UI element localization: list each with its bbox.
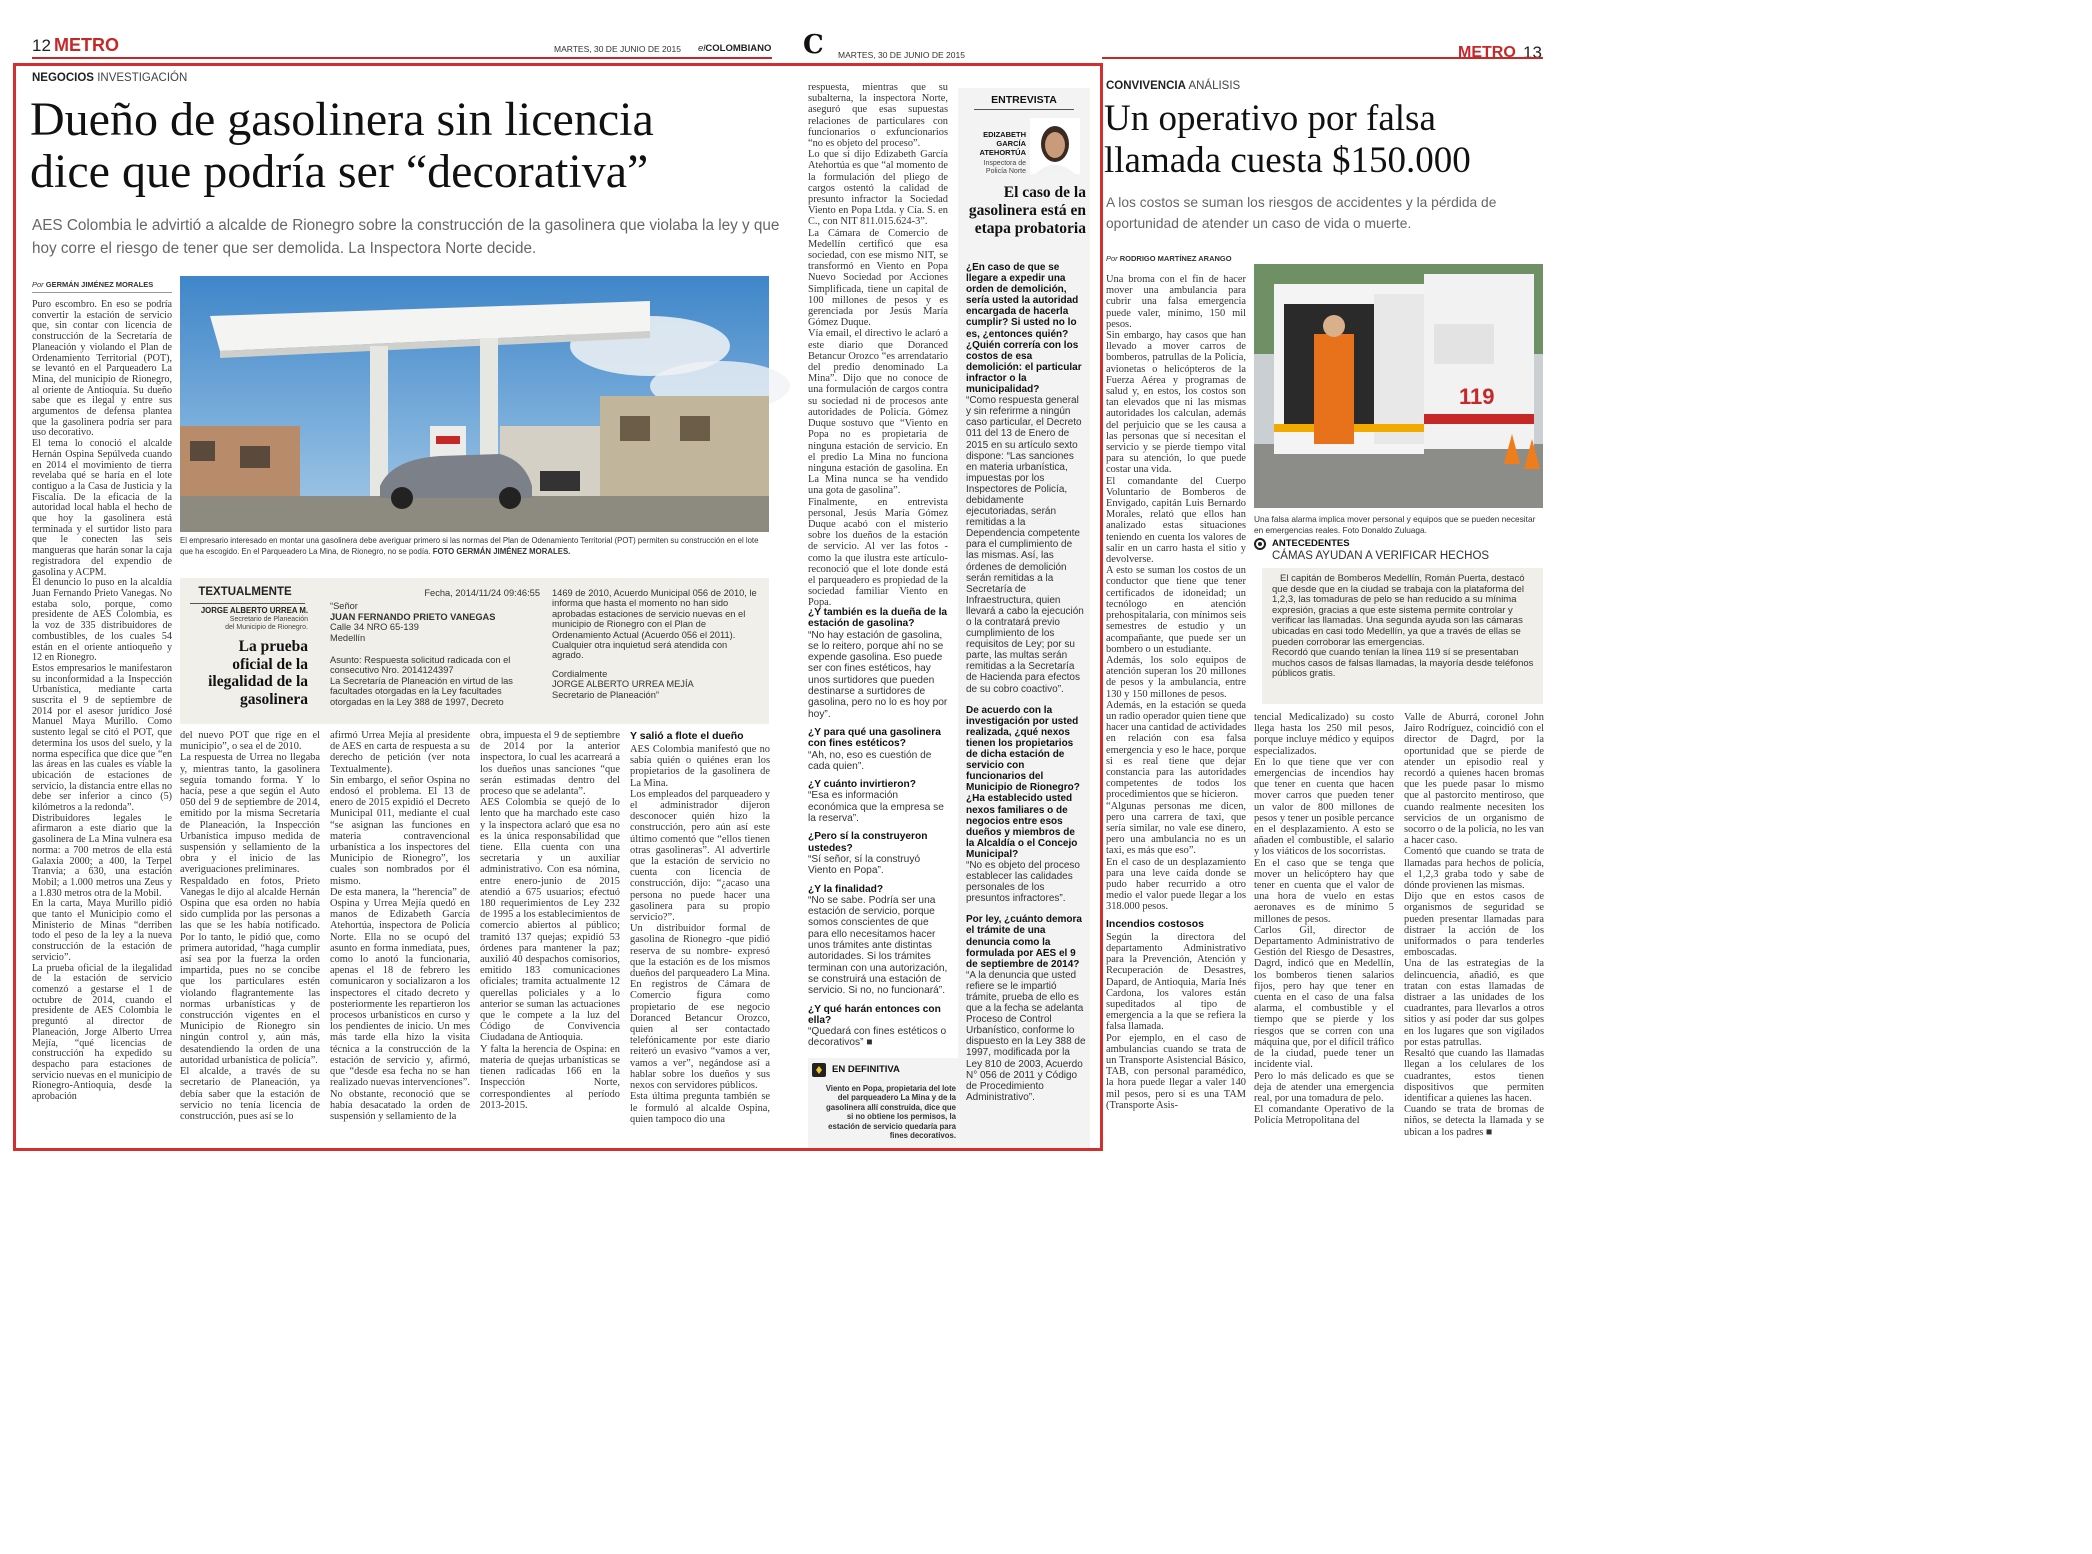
headline-line-1: Dueño de gasolinera sin licencia <box>30 93 654 146</box>
antecedentes-icon <box>1254 538 1266 550</box>
en-definitiva-box <box>808 1058 960 1148</box>
letter-date: Fecha, 2014/11/24 09:46:55 <box>424 588 540 598</box>
antecedentes-tag: ANTECEDENTES <box>1272 538 1350 549</box>
section-name-left: METRO <box>54 35 119 55</box>
letter-signer: JORGE ALBERTO URREA MEJÍA <box>552 679 694 690</box>
byline-name: GERMÁN JIMÉNEZ MORALES <box>45 280 154 289</box>
date-left: MARTES, 30 DE JUNIO DE 2015 <box>554 44 681 54</box>
textualmente-tag-rule <box>190 603 305 604</box>
entrevista-tag: ENTREVISTA <box>991 94 1057 106</box>
entrevista-qa-item <box>966 705 1086 905</box>
letter-address: Calle 34 NRO 65-139 <box>330 622 419 633</box>
kicker-right <box>1106 80 1240 92</box>
qa-answer: “Sí señor, sí la construyó Viento en Popa”. <box>808 853 921 877</box>
brand-left <box>698 43 771 54</box>
entrevista-tag-rule <box>974 109 1074 110</box>
interviewee-photo <box>1030 118 1080 174</box>
kicker-bold: NEGOCIOS <box>32 72 94 84</box>
entrevista-qa-item <box>966 262 1086 695</box>
right-col-2: tencial Medicalizado) su costo llega hasta los 250 mil pesos, porque incluye médico y equipos especializados. En lo que tiene que ver con emergencias de incendios hay que tener en cuenta que hacen mover carros que pueden tener un valor de 800 millones de pesos y tener un posible percance en el desplazamiento. A esto se añaden el combustible, el salario y los viáticos de los socorristas. En el caso que se tenga que mover un helicóptero hay que tener en cuenta que el valor de una hora de vuelo en estas aeronaves es de mínimo 5 millones de pesos. Carlos Gil, director de Departamento Administrativo de Gestión del Riesgo de Desastres, Dagrd, indicó que en Medellín, los bomberos tienen salarios fijos, pero hay que tener en cuenta en el caso de una falsa alarma, el combustible y el tiempo que se pierde y los riesgos que se corren con una máquina que, por el difícil tráfico de la ciudad, puede tener un incidente vial. Pero lo más delicado es que se deja de atender una emergencia real, por una tomadura de pelo. El comandante Operativo de la Policía Metropolitana del <box>1254 712 1394 1127</box>
right-col-1 <box>1106 274 1246 1148</box>
article-col-5 <box>630 730 770 1148</box>
letter-subject: Asunto: Respuesta solicitud radicada con el consecutivo Nro. 2014124397 <box>330 655 511 676</box>
entrevista-answer: “No es objeto del proceso establecer las calidades personales de los presuntos infractores”. <box>966 859 1080 905</box>
letter-city: Medellín <box>330 632 366 643</box>
textualmente-tag: TEXTUALMENTE <box>198 586 292 598</box>
section-name-right: METRO <box>1458 44 1516 61</box>
lede: AES Colombia le advirtió a alcalde de Rionegro sobre la construcción de la gasolinera que violaba la ley y que hoy corre el riesgo de tener que ser demolida. La Inspectora Norte decide. <box>32 217 780 257</box>
en-definitiva-icon <box>812 1063 826 1077</box>
photo-caption-text: El empresario interesado en montar una gasolinera debe averiguar primero si las normas del Plan de Odenamiento Territorial (POT) permiten su construcción en el lote que ha escogido. En el Parqueadero La Mina, de Rionegro, no se podía. <box>180 536 759 556</box>
entrevista-answer: “A la denuncia que usted refiere se le impartió trámite, prueba de ello es que a la fecha se adelanta Proceso de Control Urbanístico, conforme lo dispuesto en la Ley 388 de 1997, modificada por la Ley 810 de 2003, Acuerdo N° 056 de 2011 y Código de Procedimiento Administrativo”. <box>966 969 1086 1103</box>
qa-question: ¿Y qué harán entonces con ella? <box>808 1003 941 1026</box>
headline-line-2: dice que podría ser “decorativa” <box>30 145 649 198</box>
headline <box>30 94 790 198</box>
letter-body-2: 1469 de 2010, Acuerdo Municipal 056 de 2010, le informa que hasta el momento no han sido aprobadas estaciones de servicio nuevas en el municipio de Rionegro con el Plan de Ordenamiento Actual (Acuerdo 056 el 2011). Cualquier otra inquietud será atendida con agrado. <box>552 588 757 661</box>
headline-right-line-1: Un operativo por falsa <box>1104 98 1436 139</box>
textualmente-letter-1 <box>330 588 540 707</box>
letter-signer-role: Secretario de Planeación” <box>552 689 659 700</box>
entrevista-question: ¿En caso de que se llegare a expedir una orden de demolición, sería usted la autoridad encargada de hacerla cumplir? Si usted no lo es, ¿entonces quién? ¿Quién correría con los costos de esa demolición: el particular infractor o la municipalidad? <box>966 262 1082 396</box>
left-page-header <box>32 36 772 58</box>
right-header-rule <box>1102 57 1543 59</box>
kicker <box>32 72 187 84</box>
qa-item <box>808 607 948 720</box>
photo-caption <box>180 536 769 557</box>
qa-answer: “Esa es información económica que la empresa se la reserva”. <box>808 790 944 825</box>
interviewee-role: Inspectora de Policía Norte <box>983 160 1026 176</box>
article-col-3: afirmó Urrea Mejía al presidente de AES en carta de respuesta a su derecho de petición (ver nota Textualmente). Sin embargo, el señor Ospina no endosó el problema. El 13 de enero de 2015 expidió el Decreto Municipal 011, mediante el cual “se asignan las funciones en materia contravencional urbanística a los inspectores del Municipio de Rionegro”, los cuales son nombrados por él mismo. De esta manera, la “herencia” de Ospina y Urrea Mejía quedó en manos de Edizabeth García Atehortúa, inspectora de Policía Norte. Ella no se ocupó del asunto en forma inmediata, pues, como lo anotó la funcionaria, apenas el 18 de febrero les comunicaron y socializaron a los inspectores el citado decreto y posteriormente les repartieron los procesos urbanísticos en curso y los pendientes de inicio. Un mes más tarde ella hizo la visita técnica a la construcción de la estación de servicio y, afirmó, que “desde esa fecha no se han realizado nuevas intervenciones”. No obstante, reconoció que se había desacatado la orden de suspensión y sellamiento de la <box>330 730 470 1122</box>
textualmente-box <box>180 578 769 724</box>
textualmente-author: JORGE ALBERTO URREA M. <box>200 606 308 615</box>
col-5-text: AES Colombia manifestó que no sabía quién o quiénes eran los propietarios de la gasolinera de La Mina. Los empleados del parqueadero y el administrador dijeron desconocer quién hizo la construcción, pero aún así este último comentó que “ellos tienen otras gasolineras”. Al advertirle que la estación de servicio no cuenta con licencia de construcción, dijo: “¿acaso una persona no puede hacer una gasolinera para su propio servicio?”. Un distribuidor formal de gasolina de Rionegro -que pidió reserva de su nombre- expresó que la estación es de los mismos dueños del parqueadero La Mina. En registros de Cámara de Comercio figura como propietario de ese negocio Doranced Betancur Orozco, quien al ser contactado telefónicamente por este diario reiteró un evasivo “vamos a ver, vamos a ver”, negándose así a hablar sobre los dueños y sus nexos con servidores públicos. Esta última pregunta también se le formuló al alcalde Ospina, quien tampoco dio una <box>630 744 770 1125</box>
byline-right-prefix: Por <box>1106 254 1118 263</box>
kicker-right-light: ANÁLISIS <box>1188 80 1241 92</box>
qa-item <box>808 1004 948 1049</box>
qa-question: ¿Y cuánto invirtieron? <box>808 779 916 791</box>
byline-prefix: Por <box>32 280 44 289</box>
kicker-right-bold: CONVIVENCIA <box>1106 80 1186 92</box>
qa-question: ¿Y también es la dueña de la estación de gasolina? <box>808 607 948 630</box>
col-5-subhead: Y salió a flote el dueño <box>630 730 744 742</box>
article-col-6: respuesta, mientras que su subalterna, la inspectora Norte, aseguró que esas supuestas relaciones de particulares con funcionarios o exfuncionarios “no es objeto del proceso”. Lo que sí dijo Edizabeth García Atehortúa es que “al momento de la formulación del pliego de cargos ostentó la calidad de presunto infractor la Sociedad Viento en Popa Ltda. y Cía. S. en C., con NIT 811.015.624-3”. La Cámara de Comercio de Medellín certificó que esa sociedad, con ese mismo NIT, se transformó en Viento en Popa Nuevo Sociedad por Acciones Simplificada, tiene un capital de 100 millones de pesos y es gerenciada por Jesús María Gómez Duque. Vía email, el directivo le aclaró a este diario que Doranced Betancur Orozco “es arrendatario del predio denominado La Mina”. Dijo que no conoce de una formulación de cargos contra su sociedad ni de procesos ante autoridades de Policía. Gómez Duque sostuvo que “Viento en Popa no es propietaria de ninguna estación de servicio. En el predio La Mina no funciona ninguna estación de gasolina. En La Mina nunca se ha vendido una gota de gasolina”. Finalmente, en entrevista personal, Jesús María Gómez Duque acabó con el misterio sobre los dueños de la estación de servicio. Al ver las fotos -como la que ilustra este artículo- reconoció que el lote donde está el parqueadero es propiedad de la sociedad familiar Viento en Popa. <box>808 82 948 609</box>
headline-right-line-2: llamada cuesta $150.000 <box>1104 140 1471 181</box>
right-col-3: Valle de Aburrá, coronel John Jairo Rodríguez, coincidió con el director de Dagrd, por la oportunidad que se pierde de atender un episodio real y recordó a quienes hacen bromas que les puede pasar lo mismo que al pastorcito mentiroso, que cuando realmente necesiten los servicios de un organismo de socorro o de la policía, no les van a hacer caso. Comentó que cuando se trata de llamadas para hechos de policía, el 1,2,3 graba todo y sabe de dónde provienen las mismas. Dijo que en estos casos de organismos de seguridad se pueden presentar llamadas para distraer la acción de los uniformados o para tenderles emboscadas. Una de las estrategias de la delincuencia, añadió, es que tratan con estas llamadas de distraer a las unidades de los cuadrantes, para llevarlos a otros sitios y así poder dar sus golpes en los lugares que son vigilados por estas patrullas. Resaltó que cuando las llamadas llegan a los celulares de los cuadrantes, estos tienen dispositivos que permiten identificar a quienes las hacen. Cuando se trata de bromas de niños, se detecta la llamada y se ubican a los padres ■ <box>1404 712 1544 1138</box>
portrait-icon <box>1030 118 1080 174</box>
right-col-1-text: Una broma con el fin de hacer mover una ambulancia para cubrir una falsa emergencia puede valer, mínimo, 150 mil pesos. Sin embargo, hay casos que han llevado a mover carros de bomberos, patrullas de la Policía, avionetas o helicópteros de la Fuerza Aérea y programas de salud y, en estos, los costos son tan elevados que ni las mismas autoridades los calculan, además del perjuicio que se les causa a las personas que sí necesitan el servicio y se pierde tiempo vital para su atención, lo que puede costar una vida. El comandante del Cuerpo Voluntario de Bomberos de Envigado, capitán Luis Bernardo Morales, relató que ellos han analizado estas situaciones teniendo en cuenta los valores de salir en un carro hasta el sitio y devolverse. A esto se suman los costos de un conductor que tiene que tener certificados de idoneidad; un tecnólogo en atención prehospitalaria, con mínimos seis semestres de estudio y un acompañante, que puede ser un bombero o un estudiante. Además, los solo equipos de atención superan los 20 millones de pesos y la ambulancia, entre 130 y 150 millones de pesos. Además, en la estación se queda un radio operador quien tiene que hacer una cantidad de actividades en relación con esa falsa emergencia y eso le hace, porque si es real tiene que dejar constancia para las autoridades competentes de todos los procedimientos que se hicieron. “Algunas personas me dicen, pero una carrera de taxi, que sería similar, no vale ese dinero, pero una ambulancia no es un taxi, es más que eso”. En el caso de un desplazamiento para una leve caída donde se pudo haber recurrido a otro medio el valor puede llegar a los 318.000 pesos. <box>1106 274 1246 913</box>
right-col-1-subhead: Incendios costosos <box>1106 917 1205 930</box>
byline-right <box>1106 254 1232 263</box>
qa-question: ¿Y la finalidad? <box>808 883 884 895</box>
qa-answer: “No se sabe. Podría ser una estación de servicio, porque somos conscientes de que para ello necesitamos hacer unos trámites ante distintas autoridades. Si los trámites terminan con una autorización, se construirá una estación de servicio. Si no, no funcionará”. <box>808 894 948 997</box>
page-number-left: 12 <box>32 36 51 55</box>
letter-greeting: “Señor <box>330 601 358 612</box>
textualmente-letter-2 <box>552 588 760 700</box>
brand-name: COLOMBIANO <box>705 43 772 54</box>
photo-credit: FOTO GERMÁN JIMÉNEZ MORALES. <box>432 546 571 556</box>
letter-body: La Secretaría de Planeación en virtud de las facultades otorgadas en la Ley facultades otorgadas en la Ley 388 de 1997, Decreto <box>330 675 513 707</box>
headline-right <box>1104 98 1544 182</box>
textualmente-author-role: Secretario de Planeación del Municipio de Rionegro. <box>225 616 308 631</box>
date-right: MARTES, 30 DE JUNIO DE 2015 <box>838 50 965 60</box>
en-definitiva-text: Viento en Popa, propietaria del lote del parqueadero La Mina y de la gasolinera allí construida, dice que si no obtiene los permisos, la estación de servicio quedaría para fines decorativos. <box>825 1084 956 1141</box>
entrevista-answer: “Como respuesta general y sin referirme a ningún caso particular, el Decreto 011 del 13 de Enero de 2015 en su artículo sexto dispone: “Las sanciones en materia urbanística, impuestas por los Inspectores de Policía, debidamente ejecutoriadas, serán remitidas a la Dependencia competente para el cumplimiento de las mismas. Así, las órdenes de demolición serán remitidas a la Secretaría de Infraestructura, quien llevará a cabo la ejecución o la contratará previo cumplimiento de los requisitos de Ley; por su parte, las multas serán remitidas a la Secretaría de Hacienda para efectos de su cobro coactivo”. <box>966 395 1084 695</box>
qa-answer: “No hay estación de gasolina, se lo reitero, porque ahí no se expende gasolina. Eso puede ser con fines estéticos, hay unos surtidores que pueden destinarse a surtidores de gasolina, pero no lo es hoy por hoy”. <box>808 629 948 720</box>
article-col-4: obra, impuesta el 9 de septiembre de 2014 por la anterior inspectora, lo cual les acarreará a los dueños unas sanciones “que serán estimadas dentro del proceso que se adelanta”. AES Colombia se quejó de lo lento que ha marchado este caso y la inspectora aclaró que esa no es la única responsabilidad que tiene. Ella cuenta con una secretaria y un auxiliar administrativo. Con esa nómina, entre enero-junio de 2015 atendió a 675 usuarios; efectuó 180 requerimientos de Ley 232 de 1995 a los establecimientos de comercio abiertos al público; tramitó 137 quejas; expidió 53 órdenes para mantener la paz; auxilió 40 despachos comisorios, emitido 183 comunicaciones oficiales; tramita actualmente 12 querellas policiales y a lo anterior se suman las actuaciones que le compete a la luz del Código de Convivencia Ciudadana de Antioquia. Y falta la herencia de Ospina: en materia de quejas urbanísticas se tienen radicadas 166 en la Inspección Norte, correspondientes al período 2013-2015. <box>480 730 620 1111</box>
qa-question: ¿Pero sí la construyeron ustedes? <box>808 831 928 854</box>
qa-answer: “Ah, no, eso es cuestión de cada quien”. <box>808 749 932 772</box>
article-col-2: del nuevo POT que rige en el municipio”, o sea el de 2010. La respuesta de Urrea no llegaba y, mientras tanto, la gasolinera seguía tomando forma. Y lo hacía, pese a que según el Auto 050 del 9 de septiembre de 2014, emitido por la misma Secretaría de Planeación, la Inspección Urbanística impuso medida de suspensión y sellamiento de la obra y el inicio de las averiguaciones preliminares. Respaldado en fotos, Prieto Vanegas le dijo al alcalde Hernán Ospina que esa orden no había sido cumplida por las personas a las que se les había notificado. Por lo tanto, le pidió que, como primera autoridad, “haga cumplir así sea por la fuerza la orden impartida, pues no se concibe que los particulares estén violando flagrantemente las normas urbanísticas y de construcción vigentes en el Municipio de Rionegro sin ningún control y, aún más, desatendiendo la orden de una autoridad urbanística de policía”. El alcalde, a través de su secretario de Planeación, ya debía saber que la estación de servicio no tenía licencia de construcción, pues así se lo <box>180 730 320 1122</box>
qa-answer: “Quedará con fines estéticos o decorativos” ■ <box>808 1026 947 1049</box>
antecedentes-text: El capitán de Bomberos Medellín, Román Puerta, destacó que desde que en la ciudad se trabaja con la plataforma del 1,2,3, las tomaduras de pelo se han reducido a su mínima expresión, gracias a que este sistema permite controlar y verificar las llamadas. Una segunda ayuda son las cámaras ubicadas en casi todo Medellín, ya que a través de ellas se pueden corroborar las emergencias. Recordó que cuando tenían la línea 119 sí se presentaban muchos casos de falsas llamadas, la mayoría desde teléfonos públicos gratis. <box>1272 573 1534 680</box>
svg-text:119: 119 <box>1459 384 1495 409</box>
textualmente-title: La prueba oficial de la ilegalidad de la gasolinera <box>208 638 308 708</box>
gas-station-photo <box>180 276 769 532</box>
ambulance-photo <box>1254 264 1543 508</box>
letter-recipient: JUAN FERNANDO PRIETO VANEGAS <box>330 611 496 622</box>
article-col-1: Puro escombro. En eso se podría convertir la estación de servicio que, sin contar con licencia de construcción de la Secretaría de Planeación y violando el Plan de Ordenamiento Territorial (POT), se levantó en el Parqueadero La Mina, del municipio de Rionegro, al oriente de Antioquia. Su dueño sabe que es ilegal y entre sus argumentos de defensa plantea que la gasolinera podría ser para uso decorativo. El tema lo conoció el alcalde Hernán Ospina Sepúlveda cuando en 2014 el movimiento de tierra revelaba qué se haría en el lote contiguo a la Casa de Justicia y la Fiscalía. De la eficacia de la autoridad local habla el hecho de que hoy la gasolinera está terminada y el surtidor listo para que le conecten las seis mangueras que harán sonar la caja registradora del expendio de gasolina y ACPM. El denuncio lo puso en la alcaldía Juan Fernando Prieto Vanegas. No estaba solo, porque, como presidente de AES Colombia, es la voz de 335 distribuidores de combustibles, de los cuales 54 están en el oriente antioqueño y 12 en Rionegro. Estos empresarios le manifestaron su inconformidad a la Inspección Urbanística, mediante carta suscrita el 9 de septiembre de 2014 por el asesor jurídico José Manuel Maya Murillo. Como sustento legal se citó el POT, que determina los usos del suelo, y la norma específica que dice que “en las áreas en las cuales es viable la ubicación de estaciones de servicio, la distancia entre ellas no debe ser inferior a cinco (5) kilómetros a la redonda”. Distribuidores legales le afirmaron a este diario que la gasolinera de La Mina vulnera esa norma: a 700 metros de ella está Galaxia 2000; a 400, la Terpel Tranvía; a 630, una estación Mobil; a 1.000 metros una Zeus y a 1.830 metros otra de la Mobil. En la carta, Maya Murillo pidió que tanto el Municipio como el Ministerio de Minas “derriben todo el peso de la ley a la nueva construcción de la estación de servicio”. La prueba oficial de la ilegalidad de la estación de servicio comenzó a gestarse el 1 de octubre de 2014, cuando el presidente de AES Colombia le preguntó al director de Planeación, Jorge Alberto Urrea Mejía, “qué licencias de construcción ha expedido su despacho para estaciones de servicio nuevas en el municipio de Rionegro-Antioquia, desde la aprobación <box>32 299 172 1103</box>
qa-question: ¿Y para qué una gasolinera con fines estéticos? <box>808 726 941 750</box>
qa-item <box>808 727 948 772</box>
lede-right: A los costos se suman los riesgos de accidentes y la pérdida de oportunidad de atender un caso de vida o muerte. <box>1106 195 1497 231</box>
ambulance-illustration <box>1254 264 1543 508</box>
byline <box>32 280 153 289</box>
qa-item <box>808 884 948 997</box>
gas-station-illustration <box>180 276 769 532</box>
kicker-light: INVESTIGACIÓN <box>97 72 188 84</box>
entrevista-sidebar <box>958 88 1090 1148</box>
entrevista-qa-item <box>966 914 1086 1103</box>
byline-rule <box>32 292 172 293</box>
byline-right-name: RODRIGO MARTÍNEZ ARANGO <box>1119 254 1232 263</box>
left-header-rule <box>32 57 772 59</box>
en-definitiva-tag: EN DEFINITIVA <box>832 1064 900 1075</box>
entrevista-question: Por ley, ¿cuánto demora el trámite de una denuncia como la formulada por AES el 9 de septiembre de 2014? <box>966 914 1082 970</box>
qa-item <box>808 831 948 876</box>
brand-el: el <box>698 43 706 54</box>
logo-c: C <box>803 30 824 60</box>
entrevista-qa <box>966 262 1086 1142</box>
antecedentes-title: CÁMAS AYUDAN A VERIFICAR HECHOS <box>1272 550 1490 562</box>
qa-item <box>808 779 948 824</box>
antecedentes-box <box>1254 538 1543 708</box>
page-number-right: 13 <box>1523 43 1542 62</box>
interviewee-name: EDIZABETH GARCÍA ATEHORTÚA <box>979 130 1026 158</box>
right-col-1b-text: Según la directora del departamento Administrativo para la Prevención, Atención y Recuperación de Desastres, Dapard, de Antioquia, María Inés Cardona, los valores están supeditados al tipo de emergencia a la que se refiera la falsa llamada. Por ejemplo, en el caso de ambulancias cuando se trata de un Transporte Asistencial Básico, TAB, con personal paramédico, la hora puede llegar a valer 140 mil pesos, pero si es una TAM (Transporte Asis- <box>1106 931 1246 1111</box>
entrevista-question: De acuerdo con la investigación por usted realizada, ¿qué nexos tienen los propietarios de dicha estación de servicio con funcionarios del Municipio de Rionegro? ¿Ha establecido usted nexos familiares o de negocios entre esos dueños y miembros de la Alcaldía o el Concejo Municipal? <box>966 704 1080 860</box>
entrevista-title: El caso de la gasolinera está en etapa probatoria <box>968 184 1086 237</box>
letter-closing: Cordialmente <box>552 668 608 679</box>
ambulance-caption: Una falsa alarma implica mover personal y equipos que se pueden necesitar en emergencias reales. Foto Donaldo Zuluaga. <box>1254 514 1536 535</box>
